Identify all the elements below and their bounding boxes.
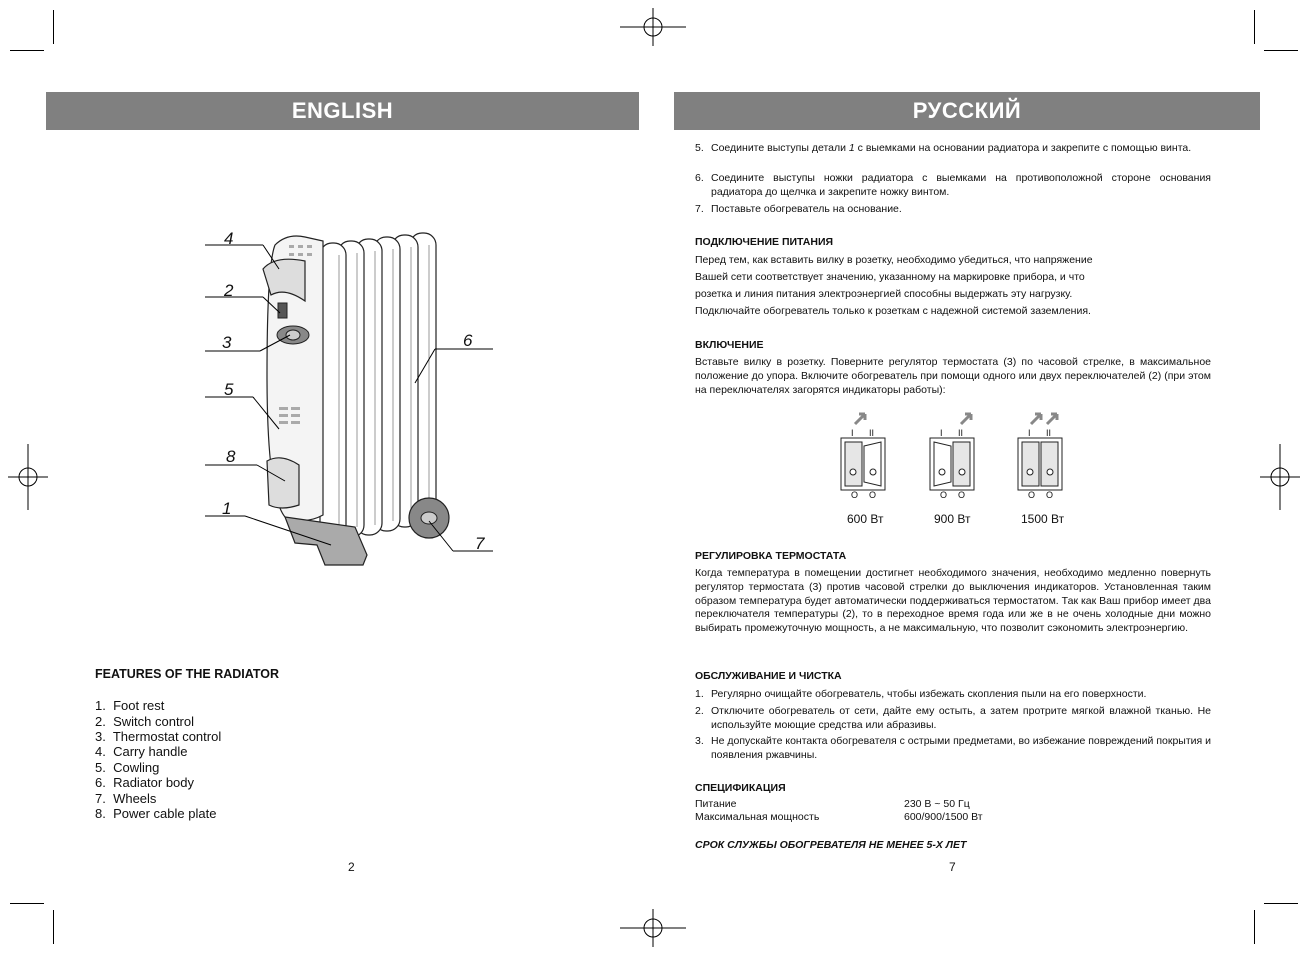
spec-name: Питание [695,798,737,810]
switching-title: ВКЛЮЧЕНИЕ [695,339,764,351]
switch-mark-i: I [940,428,943,438]
page-number-right: 7 [949,860,956,874]
callout-8: 8 [226,447,236,466]
spec-value: 230 В ~ 50 Гц [904,798,970,810]
switch-label-1500: 1500 Вт [1021,512,1065,526]
switch-mark-i: I [851,428,854,438]
list-item: 6. Radiator body [95,775,195,790]
power-line: Вашей сети соответствует значению, указанному на маркировке прибора, и что [695,271,1085,283]
switch-mark-ii: II [869,428,875,438]
power-line: Перед тем, как вставить вилку в розетку, необходимо убедиться, что напряжение [695,254,1093,266]
callout-4: 4 [224,229,234,248]
thermostat-title: РЕГУЛИРОВКА ТЕРМОСТАТА [695,550,847,562]
spec-value: 600/900/1500 Вт [904,811,983,823]
assembly-step-5: 5. Соедините выступы детали 1 с выемками на основании радиатора и закрепите с помощью винта. [695,142,1192,154]
callout-5: 5 [224,380,234,399]
callout-7: 7 [475,534,485,553]
features-title: FEATURES OF THE RADIATOR [95,667,280,681]
list-item: 7. Wheels [95,791,157,806]
switch-mark-o: O [851,490,859,500]
russian-header: РУССКИЙ [674,92,1260,130]
list-item: 8. Power cable plate [95,806,217,821]
switch-mark-o: O [940,490,948,500]
maintenance-item: 2. Отключите обогреватель от сети, дайте ему остыть, а затем протрите мягкой влажной тканью. Не используйте моющие средства или абразивы. [695,705,1211,731]
maintenance-title: ОБСЛУЖИВАНИЕ И ЧИСТКА [695,670,842,682]
switching-text: Вставьте вилку в розетку. Поверните регулятор термостата (3) по часовой стрелке, в максимальное положение до упора. Включите обогреватель при помощи одного или двух переключателей (2) (при этом на переключателях загорятся индикаторы работы): [695,356,1211,396]
assembly-step-7: 7. Поставьте обогреватель на основание. [695,203,902,215]
switch-mark-ii: II [1046,428,1052,438]
service-life: СРОК СЛУЖБЫ ОБОГРЕВАТЕЛЯ НЕ МЕНЕЕ 5-Х ЛЕТ [695,839,967,851]
thermostat-text: Когда температура в помещении достигнет необходимого значения, необходимо медленно повернуть регулятор термостата (3) против часовой стрелки до выключения индикаторов. Установленная таким образом температура будет автоматически поддерживаться термостатом. Так как Ваш прибор имеет два переключателя температуры (2), то в переходное время года или же в не очень холодные дни можно выбирать промежуточную мощность, а не максимальную, что позволит сэкономить электроэнергию. [695,567,1211,635]
english-header: ENGLISH [46,92,639,130]
page-number-left: 2 [348,860,355,874]
list-item: 5. Cowling [95,760,160,775]
switch-mark-i: I [1028,428,1031,438]
switch-label-600: 600 Вт [847,512,884,526]
spec-title: СПЕЦИФИКАЦИЯ [695,782,786,794]
power-title: ПОДКЛЮЧЕНИЕ ПИТАНИЯ [695,236,834,248]
switch-mark-o: O [869,490,877,500]
switch-mark-o: O [1046,490,1054,500]
radiator-diagram [205,225,505,575]
list-item: 2. Switch control [95,714,194,729]
assembly-step-6: 6. Соедините выступы ножки радиатора с выемками на противоположной стороне основания радиатора до щелчка и закрепите ножку винтом. [695,172,1211,198]
power-line: Подключайте обогреватель только к розеткам с надежной системой заземления. [695,305,1091,317]
maintenance-item: 1. Регулярно очищайте обогреватель, чтобы избежать скопления пыли на его поверхности. [695,688,1147,700]
callout-1: 1 [222,499,232,518]
callout-3: 3 [222,333,232,352]
list-item: 3. Thermostat control [95,729,222,744]
maintenance-item: 3. Не допускайте контакта обогревателя с острыми предметами, во избежание повреждений покрытия и появления ржавчины. [695,735,1211,761]
switch-mark-o: O [1028,490,1036,500]
list-item: 4. Carry handle [95,744,188,759]
spec-name: Максимальная мощность [695,811,820,823]
list-item: 1. Foot rest [95,698,165,713]
switch-mark-ii: II [958,428,964,438]
callout-2: 2 [224,281,234,300]
switch-label-900: 900 Вт [934,512,971,526]
power-line: розетка и линия питания электроэнергией способны выдержать эту нагрузку. [695,288,1073,300]
callout-6: 6 [463,331,473,350]
switch-mark-o: O [958,490,966,500]
